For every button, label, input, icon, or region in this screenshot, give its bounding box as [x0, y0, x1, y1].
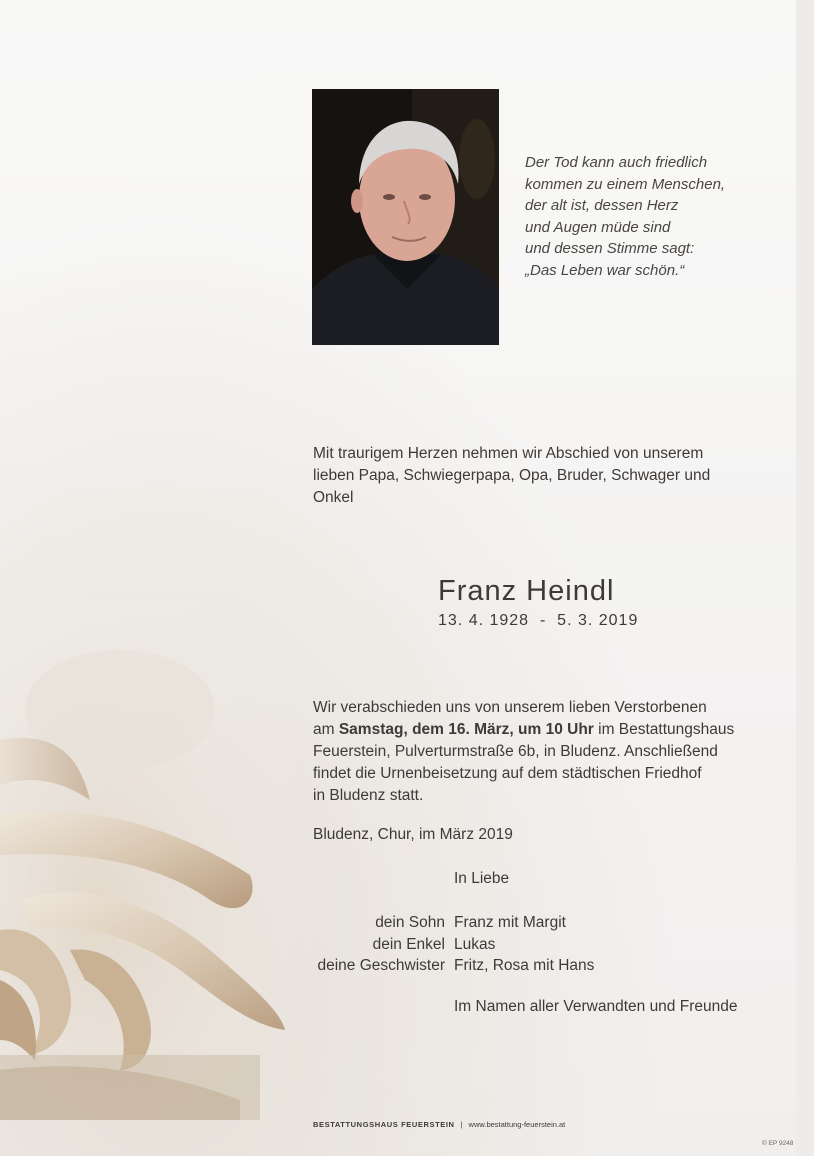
footer-website-link[interactable]: www.bestattung-feuerstein.at: [468, 1120, 566, 1129]
portrait-photo: [312, 89, 499, 345]
quote-line: „Das Leben war schön.“: [525, 261, 685, 279]
farewell-line: Feuerstein, Pulverturmstraße 6b, in Bludenz. Anschließend: [313, 743, 718, 760]
quote-line: kommen zu einem Menschen,: [525, 175, 726, 193]
poem-quote: [525, 152, 755, 281]
deceased-name: Franz Heindl: [438, 575, 615, 607]
place-date: Bludenz, Chur, im März 2019: [313, 826, 513, 843]
relative-role: deine Geschwister: [317, 957, 445, 974]
relative-role: dein Sohn: [375, 914, 445, 931]
intro-line: lieben Papa, Schwiegerpapa, Opa, Bruder, Schwager und: [313, 467, 711, 484]
relative-names: Franz mit Margit: [454, 914, 566, 931]
relatives-list: [300, 912, 760, 977]
relative-role: dein Enkel: [372, 935, 445, 953]
farewell-line: in Bludenz statt.: [313, 787, 424, 804]
intro-text: [313, 443, 733, 509]
life-dates: 13. 4. 1928 - 5. 3. 2019: [438, 612, 639, 629]
farewell-line: Wir verabschieden uns von unserem lieben Verstorbenen: [313, 699, 707, 716]
quote-line: und dessen Stimme sagt:: [525, 240, 695, 257]
in-love-line: In Liebe: [454, 870, 510, 887]
footer: [313, 1120, 565, 1129]
quote-line: der alt ist, dessen Herz: [525, 197, 679, 214]
wood-shavings-illustration: [0, 600, 320, 1120]
quote-line: und Augen müde sind: [525, 218, 671, 236]
funeral-details: [313, 697, 733, 807]
farewell-line: findet die Urnenbeisetzung auf dem städtischen Friedhof: [313, 765, 702, 782]
relative-row: [300, 934, 760, 956]
relative-names: Lukas: [454, 935, 496, 953]
page-edge: [796, 0, 814, 1156]
farewell-text: im Bestattungshaus: [593, 721, 735, 738]
intro-line: Mit traurigem Herzen nehmen wir Abschied von unserem: [313, 445, 704, 462]
footer-brand: BESTATTUNGSHAUS FEUERSTEIN: [313, 1120, 455, 1129]
closing-line: Im Namen aller Verwandten und Freunde: [454, 998, 738, 1015]
footer-separator: |: [460, 1120, 463, 1129]
document-code: © EP 9248: [762, 1140, 794, 1147]
farewell-text: am: [313, 721, 339, 738]
relative-row: [300, 955, 760, 977]
relative-row: [300, 912, 760, 934]
farewell-line: [313, 719, 733, 741]
intro-line: Onkel: [313, 489, 354, 506]
relative-names: Fritz, Rosa mit Hans: [454, 957, 595, 974]
funeral-date-time: Samstag, dem 16. März, um 10 Uhr: [338, 721, 594, 738]
quote-line: Der Tod kann auch friedlich: [525, 154, 708, 171]
